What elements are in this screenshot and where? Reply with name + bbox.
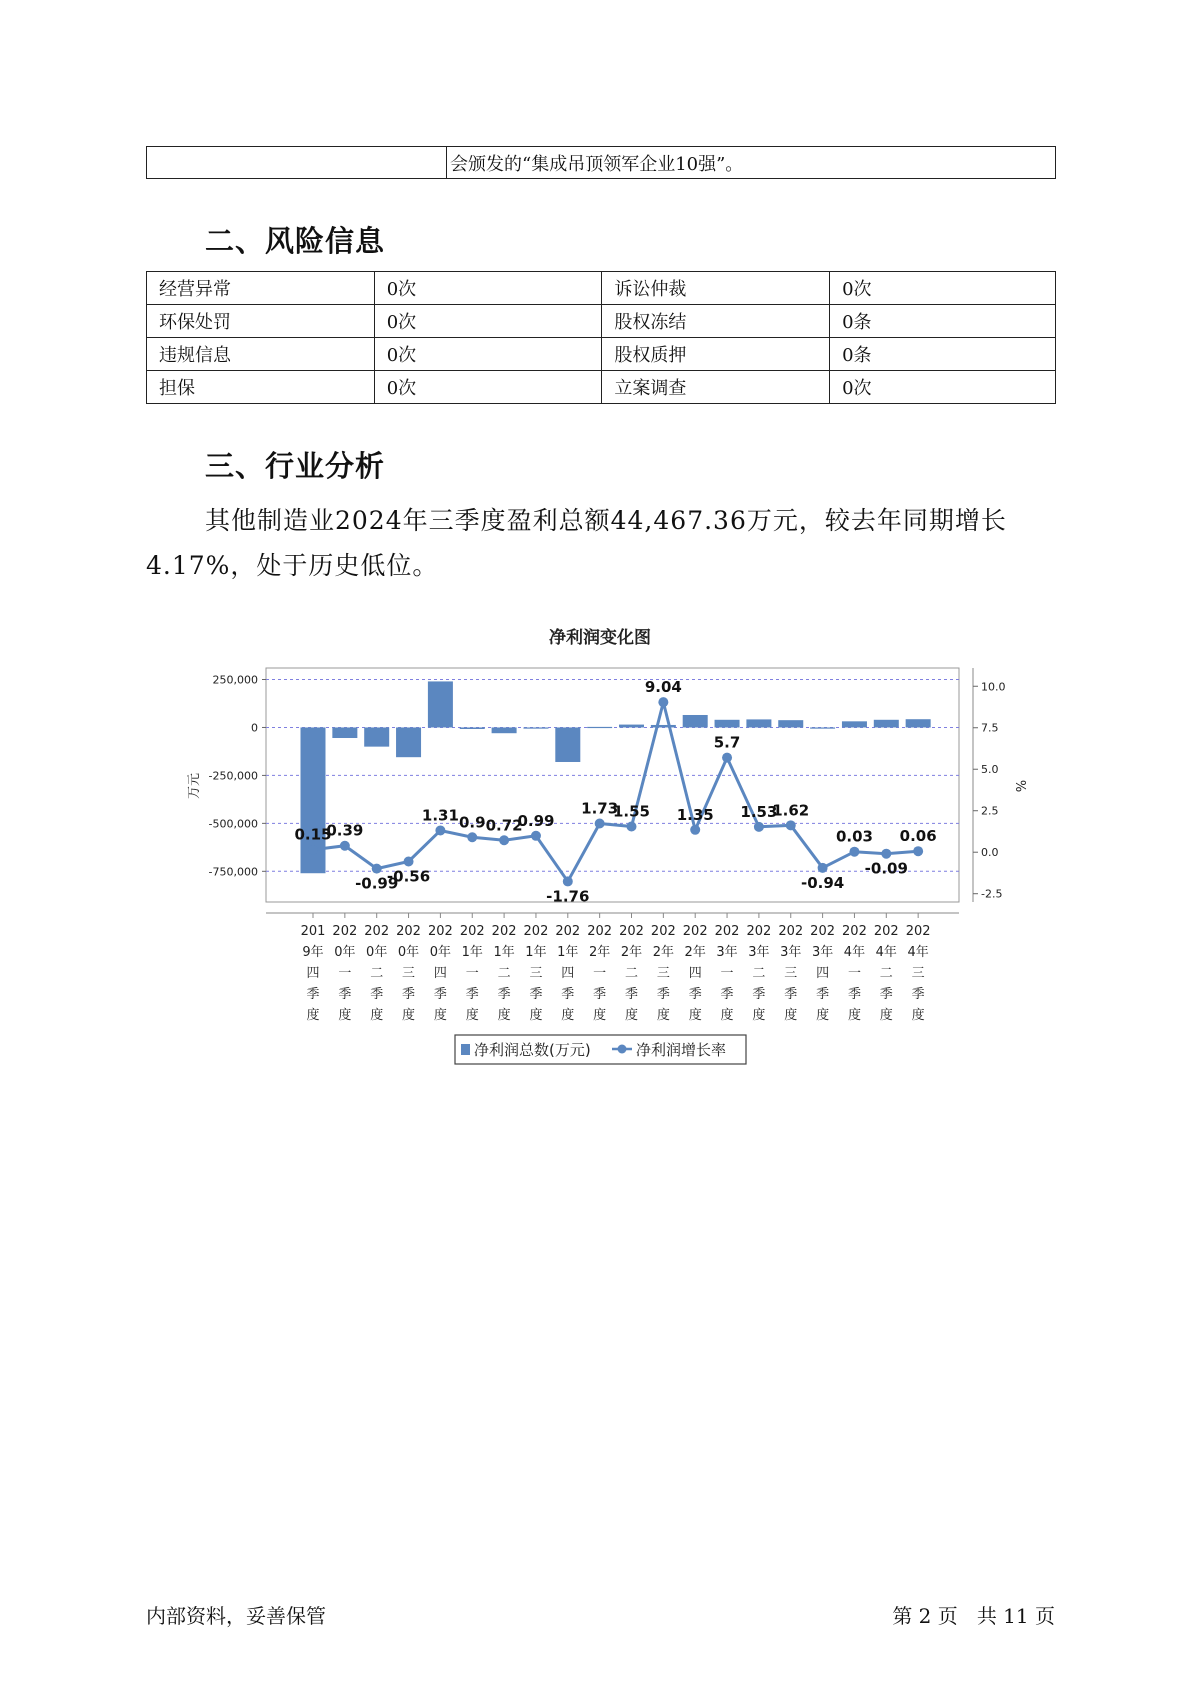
risk-table-row: [147, 338, 1056, 371]
risk-table-row: [147, 371, 1056, 404]
x-tick-label: 二: [752, 966, 766, 981]
x-tick-label: 季: [306, 987, 320, 1002]
data-label: -0.09: [864, 859, 908, 878]
risk-item-value: 0次: [374, 338, 602, 371]
bar: [364, 727, 389, 746]
top-table-right-cell: 会颁发的“集成吊顶领军企业10强”。: [447, 147, 1056, 179]
x-tick-label: 三: [529, 966, 543, 981]
x-tick-label: 3年: [780, 945, 802, 960]
x-tick-label: 度: [593, 1008, 607, 1023]
x-tick-label: 度: [433, 1008, 447, 1023]
risk-item-value: 0次: [374, 272, 602, 305]
y2-tick-label: 5.0: [981, 763, 999, 777]
x-tick-label: 季: [402, 987, 416, 1002]
x-tick-label: 度: [784, 1008, 798, 1023]
x-tick-label: 度: [561, 1008, 575, 1023]
section-risk-title: 二、风险信息: [205, 224, 386, 258]
x-tick-label: 三: [402, 966, 416, 981]
bar: [715, 720, 740, 728]
x-tick-label: 度: [497, 1008, 511, 1023]
growth-rate-point: [849, 847, 859, 857]
growth-rate-point: [435, 825, 445, 835]
bar: [874, 720, 899, 728]
data-label: 1.73: [581, 799, 619, 818]
growth-rate-point: [404, 857, 414, 867]
x-tick-label: 2年: [684, 945, 706, 960]
x-tick-label: 202: [650, 924, 676, 939]
data-label: 0.15: [294, 825, 332, 844]
x-tick-label: 三: [784, 966, 798, 981]
data-label: 1.62: [772, 801, 810, 820]
x-tick-label: 四: [688, 966, 702, 981]
x-tick-label: 一: [593, 966, 607, 981]
y-tick-label: -750,000: [208, 865, 258, 879]
bar: [587, 727, 612, 728]
x-tick-label: 二: [370, 966, 384, 981]
x-tick-label: 202: [491, 924, 517, 939]
growth-rate-point: [786, 820, 796, 830]
data-label: -0.94: [800, 873, 845, 892]
bar: [555, 727, 580, 762]
x-tick-label: 四: [433, 966, 447, 981]
x-tick-label: 季: [338, 987, 352, 1002]
growth-rate-point: [499, 835, 509, 845]
legend-line-label: 净利润增长率: [636, 1041, 727, 1059]
x-tick-label: 202: [619, 924, 644, 939]
data-label: 0.72: [485, 816, 523, 835]
data-label: 9.04: [644, 678, 682, 697]
x-tick-label: 度: [752, 1008, 766, 1023]
data-label: -1.76: [546, 887, 590, 906]
growth-rate-point: [308, 845, 318, 855]
x-tick-label: 4年: [907, 945, 929, 960]
x-tick-label: 度: [402, 1008, 416, 1023]
x-tick-label: 度: [465, 1008, 479, 1023]
growth-rate-point: [595, 819, 605, 829]
x-tick-label: 季: [433, 987, 447, 1002]
bar: [428, 681, 453, 727]
growth-rate-point: [563, 876, 573, 886]
x-tick-label: 二: [879, 966, 893, 981]
x-tick-label: 季: [688, 987, 702, 1002]
growth-rate-point: [818, 863, 828, 873]
growth-rate-point: [881, 849, 891, 859]
x-tick-label: 度: [306, 1008, 320, 1023]
x-tick-label: 度: [816, 1008, 830, 1023]
bar: [523, 727, 548, 728]
x-tick-label: 202: [682, 924, 708, 939]
y-axis-label: 万元: [187, 772, 202, 800]
bar: [842, 721, 867, 727]
footer-confidential: 内部资料，妥善保管: [146, 1604, 326, 1628]
y-tick-label: -250,000: [208, 769, 258, 783]
x-tick-label: 季: [624, 987, 639, 1002]
footer-page-number: 第 2 页 共 11 页: [892, 1604, 1055, 1628]
risk-item-label: 经营异常: [147, 272, 375, 305]
industry-paragraph-line-1: 其他制造业2024年三季度盈利总额44,467.36万元，较去年同期增长: [205, 506, 1007, 535]
x-tick-label: 季: [784, 987, 798, 1002]
x-tick-label: 度: [656, 1008, 670, 1023]
risk-table-row: [147, 305, 1056, 338]
x-tick-label: 季: [561, 987, 575, 1002]
bar: [683, 715, 708, 727]
x-tick-label: 1年: [493, 945, 515, 960]
x-tick-label: 度: [624, 1008, 639, 1023]
x-tick-label: 0年: [429, 945, 452, 960]
bar: [460, 727, 485, 729]
x-tick-label: 202: [810, 924, 836, 939]
x-tick-label: 201: [300, 924, 326, 939]
x-tick-label: 2年: [589, 945, 611, 960]
x-tick-label: 4年: [843, 945, 866, 960]
data-label: 5.7: [713, 733, 741, 752]
x-tick-label: 1年: [461, 945, 483, 960]
net-profit-chart: [0, 610, 1191, 1080]
x-tick-label: 季: [816, 987, 830, 1002]
x-tick-label: 一: [720, 966, 734, 981]
risk-item-label: 环保处罚: [147, 305, 375, 338]
x-tick-label: 1年: [557, 945, 579, 960]
data-label: 1.35: [676, 805, 714, 824]
x-tick-label: 202: [555, 924, 581, 939]
risk-item-value: 0次: [374, 305, 602, 338]
x-tick-label: 季: [529, 987, 543, 1002]
x-tick-label: 度: [911, 1008, 925, 1023]
bar: [810, 727, 835, 728]
x-tick-label: 2年: [652, 945, 674, 960]
x-tick-label: 3年: [716, 945, 738, 960]
x-tick-label: 度: [688, 1008, 702, 1023]
data-label: 0.39: [326, 821, 364, 840]
data-label: -0.56: [386, 867, 431, 886]
x-tick-label: 一: [465, 966, 479, 981]
plot-area: [266, 668, 959, 902]
bar: [746, 719, 771, 727]
x-tick-label: 202: [873, 924, 899, 939]
risk-item-label: 立案调查: [602, 371, 830, 404]
x-tick-label: 0年: [334, 945, 356, 960]
x-tick-label: 三: [656, 966, 670, 981]
y2-tick-label: -2.5: [981, 887, 1003, 901]
risk-item-label: 股权冻结: [602, 305, 830, 338]
x-tick-label: 202: [523, 924, 549, 939]
x-tick-label: 季: [911, 987, 925, 1002]
x-tick-label: 季: [752, 987, 766, 1002]
risk-item-label: 违规信息: [147, 338, 375, 371]
data-label: 1.55: [612, 802, 651, 821]
data-label: 1.53: [740, 802, 778, 821]
y2-tick-label: 7.5: [981, 721, 999, 735]
x-tick-label: 季: [879, 987, 893, 1002]
bar: [619, 725, 644, 728]
x-tick-label: 202: [427, 924, 453, 939]
x-tick-label: 度: [529, 1008, 543, 1023]
risk-item-value: 0次: [830, 371, 1056, 404]
x-tick-label: 3年: [748, 945, 770, 960]
legend-bar-label: 净利润总数(万元): [474, 1041, 591, 1059]
x-tick-label: 季: [656, 987, 670, 1002]
risk-item-label: 担保: [147, 371, 375, 404]
bar: [332, 727, 357, 738]
bar: [906, 719, 931, 727]
x-tick-label: 202: [459, 924, 485, 939]
data-label: 0.03: [835, 827, 873, 846]
x-tick-label: 202: [332, 924, 358, 939]
growth-rate-point: [467, 832, 477, 842]
x-tick-label: 季: [465, 987, 479, 1002]
legend-line-marker: [618, 1045, 627, 1054]
x-tick-label: 202: [778, 924, 804, 939]
x-tick-label: 202: [746, 924, 772, 939]
x-tick-label: 度: [720, 1008, 734, 1023]
x-tick-label: 202: [396, 924, 421, 939]
x-tick-label: 一: [338, 966, 352, 981]
x-tick-label: 季: [593, 987, 607, 1002]
x-tick-label: 二: [624, 966, 639, 981]
x-tick-label: 一: [847, 966, 861, 981]
section-industry-title: 三、行业分析: [205, 449, 386, 483]
x-tick-label: 202: [587, 924, 613, 939]
growth-rate-point: [531, 831, 541, 841]
chart-title: 净利润变化图: [549, 628, 651, 648]
growth-rate-point: [627, 821, 637, 831]
x-tick-label: 四: [561, 966, 575, 981]
risk-table-row: [147, 272, 1056, 305]
legend-bar-swatch: [461, 1044, 470, 1055]
bar: [492, 727, 517, 733]
x-tick-label: 1年: [525, 945, 547, 960]
top-table: [146, 146, 1056, 179]
chart-legend: [455, 1035, 746, 1064]
x-tick-label: 202: [714, 924, 740, 939]
risk-item-value: 0条: [830, 305, 1056, 338]
x-tick-label: 四: [816, 966, 830, 981]
x-tick-label: 四: [306, 966, 320, 981]
bar: [651, 725, 676, 727]
x-tick-label: 202: [364, 924, 390, 939]
x-tick-label: 季: [847, 987, 861, 1002]
data-label: 0.06: [899, 827, 937, 846]
x-tick-label: 季: [370, 987, 384, 1002]
growth-rate-point: [754, 822, 764, 832]
y-tick-label: -500,000: [208, 817, 258, 831]
growth-rate-point: [658, 697, 668, 707]
x-tick-label: 2年: [620, 945, 643, 960]
y2-tick-label: 2.5: [981, 804, 999, 818]
x-tick-label: 季: [720, 987, 734, 1002]
risk-item-label: 股权质押: [602, 338, 830, 371]
x-tick-label: 0年: [397, 945, 420, 960]
growth-rate-point: [913, 846, 923, 856]
risk-item-value: 0条: [830, 338, 1056, 371]
y2-axis-label: %: [1012, 779, 1027, 793]
x-tick-label: 0年: [366, 945, 388, 960]
x-tick-label: 3年: [811, 945, 834, 960]
growth-rate-point: [340, 841, 350, 851]
x-tick-label: 9年: [302, 945, 324, 960]
x-tick-label: 度: [879, 1008, 893, 1023]
top-table-left-cell: [147, 147, 447, 179]
x-tick-label: 度: [847, 1008, 861, 1023]
x-tick-label: 度: [370, 1008, 384, 1023]
risk-item-label: 诉讼仲裁: [602, 272, 830, 305]
bar: [396, 727, 421, 757]
data-label: 0.9: [458, 813, 486, 832]
x-tick-label: 二: [497, 966, 511, 981]
x-tick-label: 202: [842, 924, 867, 939]
risk-item-value: 0次: [374, 371, 602, 404]
risk-item-value: 0次: [830, 272, 1056, 305]
industry-paragraph-line-2: 4.17%，处于历史低位。: [146, 551, 439, 580]
growth-rate-point: [372, 864, 382, 874]
y2-tick-label: 0.0: [981, 846, 999, 860]
y2-tick-label: 10.0: [981, 680, 1006, 694]
x-tick-label: 202: [905, 924, 931, 939]
y-tick-label: 0: [251, 721, 258, 735]
x-tick-label: 度: [338, 1008, 352, 1023]
data-label: 1.31: [421, 806, 459, 825]
growth-rate-point: [722, 753, 732, 763]
x-tick-label: 季: [497, 987, 511, 1002]
x-tick-label: 三: [911, 966, 925, 981]
bar: [778, 720, 803, 727]
x-tick-label: 4年: [875, 945, 897, 960]
data-label: -0.99: [355, 874, 399, 893]
y-tick-label: 250,000: [212, 673, 258, 687]
growth-rate-point: [690, 825, 700, 835]
data-label: 0.99: [517, 811, 555, 830]
risk-table: [146, 271, 1056, 404]
